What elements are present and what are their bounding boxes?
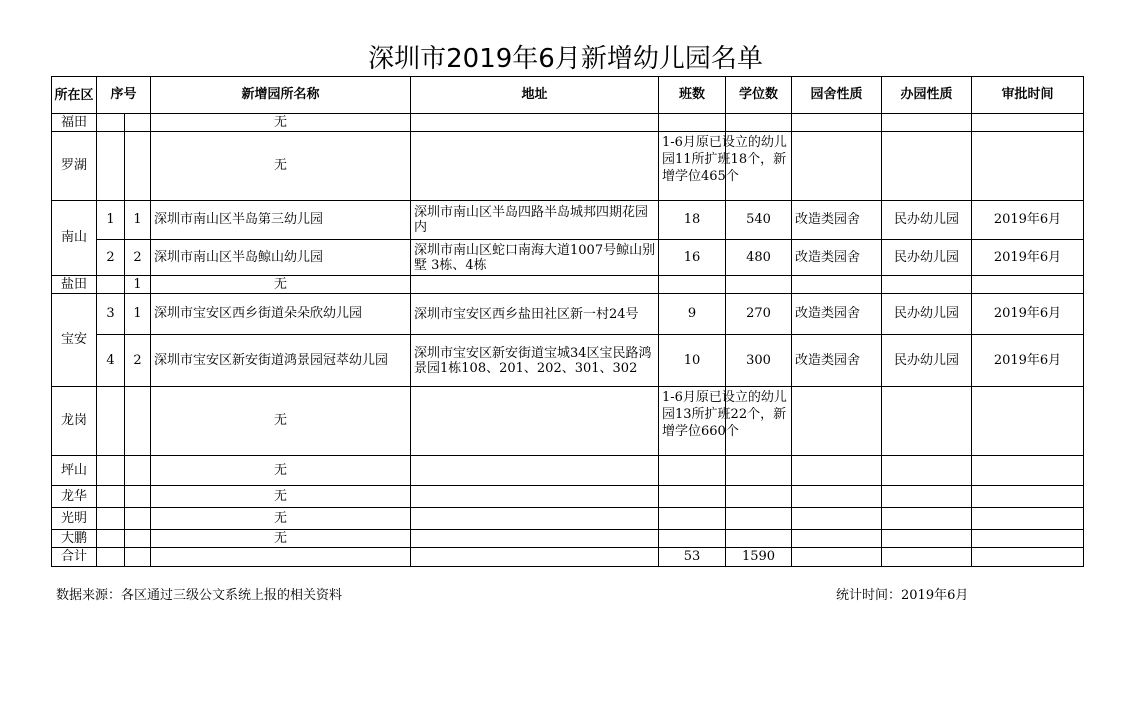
type-cell: 民办幼儿园 — [882, 240, 972, 276]
seq-cell: 1 — [97, 201, 125, 240]
address-cell: 深圳市宝安区西乡盐田社区新一村24号 — [411, 294, 659, 335]
seats-cell: 480 — [726, 240, 792, 276]
classes-cell: 10 — [659, 335, 726, 387]
seq-cell: 2 — [125, 335, 151, 387]
expansion-note: 1-6月原已设立的幼儿园13所扩班22个，新增学位660个 — [662, 390, 787, 439]
name-cell: 无 — [151, 508, 411, 530]
header-classes: 班数 — [659, 77, 726, 114]
classes-cell: 18 — [659, 201, 726, 240]
table-row — [52, 456, 1084, 486]
name-cell: 深圳市南山区半岛鲸山幼儿园 — [151, 240, 411, 276]
seats-cell: 270 — [726, 294, 792, 335]
name-cell: 无 — [151, 486, 411, 508]
address-cell: 深圳市南山区半岛四路半岛城邦四期花园内 — [411, 201, 659, 240]
header-district: 所在区 — [52, 77, 97, 114]
seq-cell: 2 — [125, 240, 151, 276]
type-cell: 民办幼儿园 — [882, 201, 972, 240]
table-row — [52, 132, 1084, 201]
seats-cell: 300 — [726, 335, 792, 387]
type-cell: 民办幼儿园 — [882, 294, 972, 335]
address-cell: 深圳市宝安区新安街道宝城34区宝民路鸿景园1栋108、201、202、301、302 — [411, 335, 659, 387]
seq-cell: 3 — [97, 294, 125, 335]
table-row — [52, 201, 1084, 240]
name-cell: 无 — [151, 530, 411, 548]
district-cell: 坪山 — [52, 456, 97, 486]
total-seats: 1590 — [726, 548, 792, 567]
name-cell: 深圳市宝安区新安街道鸿景园冠萃幼儿园 — [151, 335, 411, 387]
header-building: 园舍性质 — [792, 77, 882, 114]
district-cell: 龙岗 — [52, 387, 97, 456]
table-row — [52, 486, 1084, 508]
approval-cell: 2019年6月 — [972, 335, 1084, 387]
seq-cell: 1 — [125, 276, 151, 294]
building-cell: 改造类园舍 — [792, 335, 882, 387]
table-row — [52, 530, 1084, 548]
total-label: 合计 — [52, 548, 97, 567]
kindergarten-table — [51, 76, 1084, 567]
name-cell: 无 — [151, 132, 411, 201]
header-seats: 学位数 — [726, 77, 792, 114]
table-row — [52, 114, 1084, 132]
total-classes: 53 — [659, 548, 726, 567]
header-approval: 审批时间 — [972, 77, 1084, 114]
header-address: 地址 — [411, 77, 659, 114]
seq-cell: 4 — [97, 335, 125, 387]
note-cell — [659, 132, 787, 201]
name-cell: 深圳市南山区半岛第三幼儿园 — [151, 201, 411, 240]
table-row — [52, 508, 1084, 530]
expansion-note: 1-6月原已设立的幼儿园11所扩班18个，新增学位465个 — [662, 135, 787, 184]
building-cell: 改造类园舍 — [792, 201, 882, 240]
district-cell: 福田 — [52, 114, 97, 132]
data-source-note: 数据来源：各区通过三级公文系统上报的相关资料 — [56, 588, 343, 603]
type-cell: 民办幼儿园 — [882, 335, 972, 387]
approval-cell: 2019年6月 — [972, 294, 1084, 335]
name-cell: 无 — [151, 387, 411, 456]
district-cell: 光明 — [52, 508, 97, 530]
classes-cell: 16 — [659, 240, 726, 276]
district-cell: 罗湖 — [52, 132, 97, 201]
header-type: 办园性质 — [882, 77, 972, 114]
district-cell: 龙华 — [52, 486, 97, 508]
approval-cell: 2019年6月 — [972, 201, 1084, 240]
building-cell: 改造类园舍 — [792, 294, 882, 335]
seq-cell: 2 — [97, 240, 125, 276]
seq-cell: 1 — [125, 201, 151, 240]
seq-cell: 1 — [125, 294, 151, 335]
building-cell: 改造类园舍 — [792, 240, 882, 276]
table-row — [52, 294, 1084, 335]
page-title: 深圳市2019年6月新增幼儿园名单 — [368, 44, 763, 74]
seats-cell: 540 — [726, 201, 792, 240]
name-cell: 无 — [151, 114, 411, 132]
name-cell: 无 — [151, 276, 411, 294]
statistics-time: 统计时间：2019年6月 — [836, 588, 969, 603]
header-row — [52, 77, 1084, 114]
total-row — [52, 548, 1084, 567]
table-row — [52, 240, 1084, 276]
address-cell: 深圳市南山区蛇口南海大道1007号鲸山别墅 3栋、4栋 — [411, 240, 659, 276]
approval-cell: 2019年6月 — [972, 240, 1084, 276]
district-cell: 宝安 — [52, 294, 97, 387]
table-row — [52, 387, 1084, 456]
name-cell: 深圳市宝安区西乡街道朵朵欣幼儿园 — [151, 294, 411, 335]
header-name: 新增园所名称 — [151, 77, 411, 114]
classes-cell: 9 — [659, 294, 726, 335]
header-seq: 序号 — [97, 77, 151, 114]
table-row — [52, 335, 1084, 387]
name-cell: 无 — [151, 456, 411, 486]
table-row — [52, 276, 1084, 294]
district-cell: 盐田 — [52, 276, 97, 294]
district-cell: 南山 — [52, 201, 97, 276]
district-cell: 大鹏 — [52, 530, 97, 548]
note-cell — [659, 387, 787, 456]
